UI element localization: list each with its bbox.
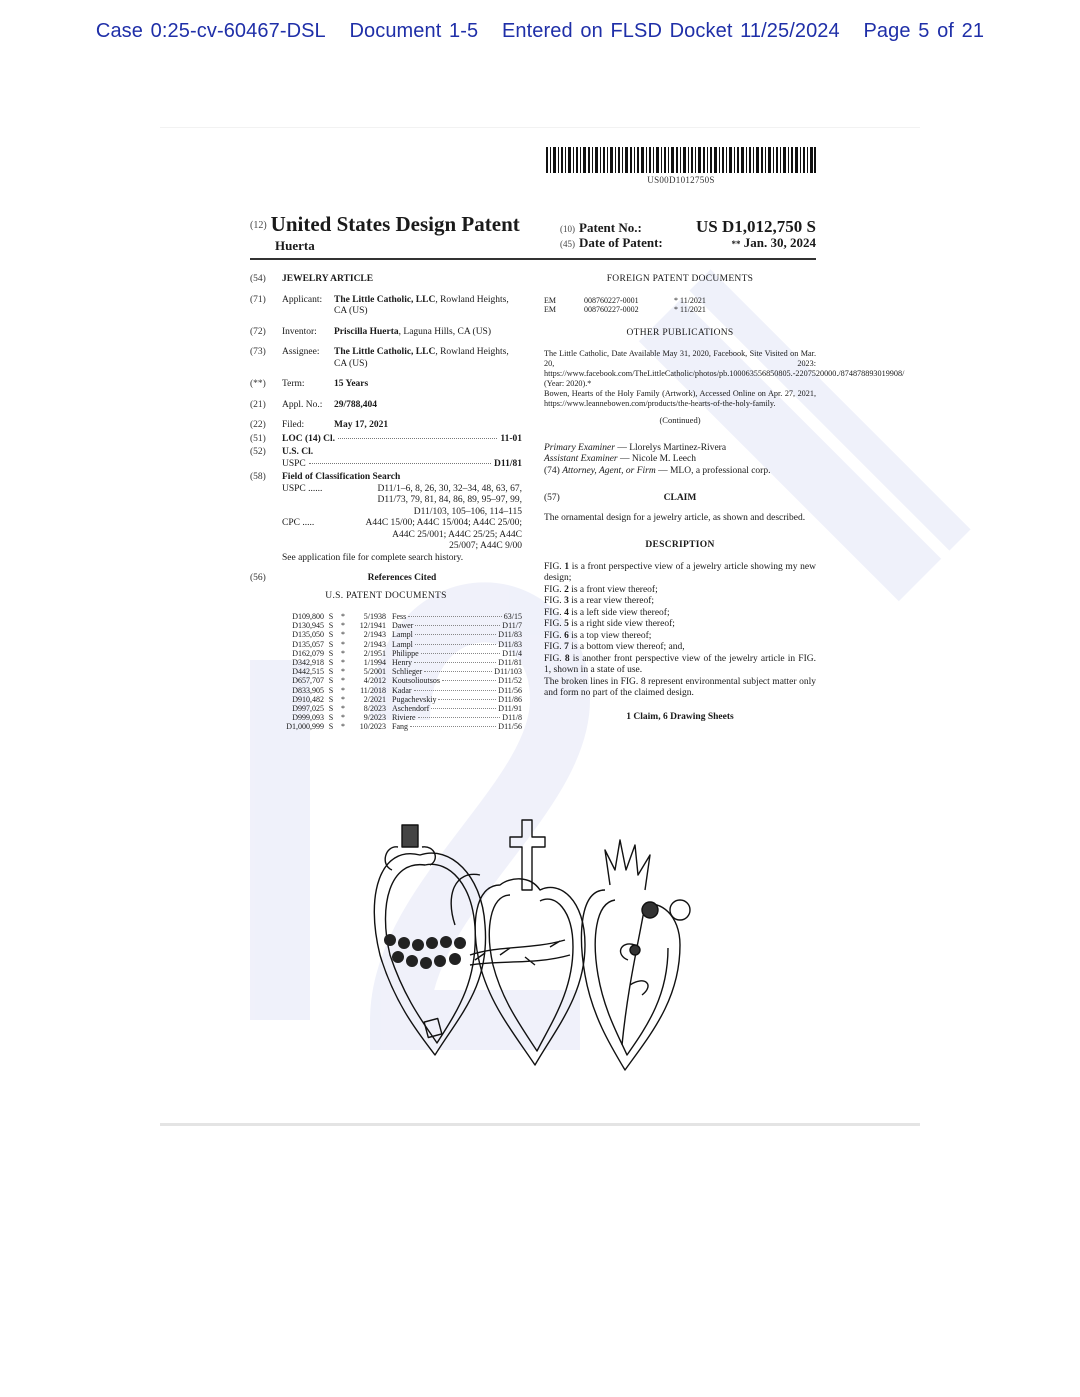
inid-code: (58) <box>250 472 266 482</box>
inid-code: (74) <box>544 465 560 476</box>
header-rule <box>250 258 816 260</box>
patent-number-block <box>560 217 816 253</box>
reference-row: D999,093 S * 9/2023 Riviere D11/8 <box>292 713 522 723</box>
publication-entry: Bowen, Hearts of the Holy Family (Artwork), Accessed Online on Apr. 27, 2021, https://www.leannebowen.com/products/the-hearts-of-the-holy-family. <box>544 389 816 408</box>
uspc-line: D11/1–6, 8, 26, 30, 32–34, 48, 63, 67, <box>377 483 522 494</box>
inid-code: (71) <box>250 294 266 305</box>
field-filed <box>250 420 522 432</box>
inventor-name: Priscilla Huerta <box>334 326 399 337</box>
field-label: Term: <box>282 379 305 389</box>
attorney-label: Attorney, Agent, or Firm <box>562 465 656 476</box>
field-applicant <box>250 295 522 318</box>
primary-examiner: — Llorelys Martinez-Rivera <box>617 442 727 453</box>
description-item: FIG. 6 is a top view thereof; <box>544 630 652 641</box>
docket-header <box>0 20 1080 43</box>
reference-row: D162,079 S * 2/1951 Philippe D11/4 <box>292 648 522 658</box>
patent-type-title: United States Design Patent <box>270 212 520 236</box>
inid-code: (57) <box>544 493 560 503</box>
inventor-surname: Huerta <box>275 238 315 253</box>
reference-row: D833,905 S * 11/2018 Kadar D11/56 <box>292 685 522 695</box>
inid-code: (**) <box>250 379 266 389</box>
cpc-line: A44C 25/001; A44C 25/25; A44C <box>392 529 522 540</box>
inid-code: (54) <box>250 274 266 284</box>
field-label: Appl. No.: <box>282 399 323 410</box>
us-cl-label: U.S. Cl. <box>282 447 314 457</box>
reference-row: D997,025 S * 8/2023 Aschendorf D11/91 <box>292 704 522 714</box>
patent-number: US D1,012,750 S <box>696 217 816 236</box>
loc-value: 11-01 <box>500 433 522 444</box>
claim-heading-row <box>544 493 816 505</box>
field-references <box>250 573 522 585</box>
field-label: Inventor: <box>282 326 317 337</box>
applicant-name: The Little Catholic, LLC <box>334 294 436 305</box>
field-classification-search <box>250 472 522 564</box>
jewelry-drawing-figure <box>360 815 710 1075</box>
inid-code-10: (10) <box>560 224 575 234</box>
inid-code-12: (12) <box>250 220 267 231</box>
search-history-note: See application file for complete search history. <box>282 552 464 563</box>
reference-row: D442,515 S * 5/2001 Schlieger D11/103 <box>292 667 522 677</box>
reference-row: D342,918 S * 1/1994 Henry D11/81 <box>292 658 522 668</box>
description-list <box>544 562 816 700</box>
flames <box>605 840 650 890</box>
reference-row: D135,050 S * 2/1943 Lampl D11/83 <box>292 630 522 640</box>
foreign-patent-documents-heading: FOREIGN PATENT DOCUMENTS <box>606 274 754 284</box>
field-appl-no <box>250 400 522 412</box>
entered-date: Entered on FLSD Docket 11/25/2024 <box>501 20 840 42</box>
uspc-label: USPC <box>282 458 306 469</box>
bail-ring <box>670 900 690 920</box>
inid-code-45: (45) <box>560 239 575 249</box>
inventor-location: , Laguna Hills, CA (US) <box>398 326 491 337</box>
left-column <box>250 274 522 732</box>
field-loc <box>250 434 522 446</box>
cpc-line: 25/007; A44C 9/00 <box>449 541 522 551</box>
screw-cap <box>402 825 418 847</box>
classification-search-label: Field of Classification Search <box>282 472 401 482</box>
primary-examiner-label: Primary Examiner <box>544 442 615 453</box>
page-top-rule <box>160 127 920 128</box>
assignee-location: , Rowland Heights, CA (US) <box>334 347 509 369</box>
broken-lines-note: The broken lines in FIG. 8 represent environmental subject matter only and form no part of the claimed design. <box>544 676 816 698</box>
description-item: FIG. 8 is another front perspective view of the jewelry article in FIG. 1, shown in a state of use. <box>544 653 816 675</box>
rose-cluster <box>384 934 466 969</box>
reference-row: D657,707 S * 4/2012 Koutsolioutsos D11/52 <box>292 676 522 686</box>
description-item: FIG. 4 is a left side view thereof; <box>544 607 670 618</box>
case-number: Case 0:25-cv-60467-DSL <box>95 20 326 42</box>
cpc-line: A44C 15/00; A44C 15/004; A44C 25/00; <box>365 518 522 528</box>
assistant-examiner: — Nicole M. Leech <box>620 454 696 464</box>
reference-row: D130,945 S * 12/1941 Dawer D11/7 <box>292 621 522 631</box>
page-number: Page 5 of 21 <box>863 20 985 42</box>
patent-title-block <box>250 212 520 254</box>
examiners-block <box>544 443 816 478</box>
description-item: FIG. 3 is a rear view thereof; <box>544 596 655 606</box>
description-item: FIG. 1 is a front perspective view of a jewelry article showing my new design; <box>544 561 816 583</box>
foreign-patent-row: EM 008760227-0002 * 11/2021 <box>544 304 706 314</box>
uspc-line: D11/73, 79, 81, 84, 86, 89, 95–97, 99, <box>377 495 522 505</box>
other-publications-heading: OTHER PUBLICATIONS <box>626 327 734 338</box>
assistant-examiner-label: Assistant Examiner <box>544 454 618 464</box>
middle-heart-outline <box>475 879 585 1065</box>
invention-title: JEWELRY ARTICLE <box>282 274 374 284</box>
term-value: 15 Years <box>334 379 369 389</box>
inid-code: (22) <box>250 420 266 430</box>
inid-code: (73) <box>250 347 266 357</box>
claim-text: The ornamental design for a jewelry article, as shown and described. <box>544 512 806 523</box>
page-bottom-rule <box>160 1123 920 1126</box>
loc-label: LOC (14) Cl. <box>282 433 336 444</box>
patent-no-label: Patent No.: <box>579 220 642 235</box>
reference-row: D1,000,999 S * 10/2023 Fang D11/56 <box>286 722 522 732</box>
date-of-patent-label: Date of Patent: <box>579 235 663 250</box>
field-title <box>250 274 522 286</box>
uspc-line: D11/103, 105–106, 114–115 <box>413 506 522 517</box>
barcode-number: US00D1012750S <box>647 175 715 185</box>
barcode-icon <box>546 147 816 173</box>
field-inventor <box>250 327 522 339</box>
reference-row: D109,800 S * 5/1938 Fess 63/15 <box>292 612 522 621</box>
foreign-patent-row: EM 008760227-0001 * 11/2021 <box>544 295 706 305</box>
document-number: Document 1-5 <box>349 20 479 42</box>
assignee-name: The Little Catholic, LLC <box>334 347 436 357</box>
publication-entry: The Little Catholic, Date Available May 31, 2020, Facebook, Site Visited on Mar. 20, 2023: https://www.facebook.com/TheLittleCatholic/photos/pb.100063556850805.-2207520000./874878893019908/ (Year: 2020).* <box>544 349 905 388</box>
right-column <box>544 274 905 723</box>
field-assignee <box>250 347 522 370</box>
rose-stem <box>621 905 648 1045</box>
uspc-search-label: USPC ...... <box>282 483 323 494</box>
left-heart-outline <box>374 853 485 1055</box>
inid-code: (72) <box>250 326 266 337</box>
reference-row: D135,057 S * 2/1943 Lampl D11/83 <box>292 639 522 649</box>
attorney: — MLO, a professional corp. <box>658 465 771 476</box>
description-heading: DESCRIPTION <box>645 540 715 550</box>
claim-heading: CLAIM <box>663 493 697 503</box>
field-label: Assignee: <box>282 347 320 357</box>
continued-note: (Continued) <box>659 415 701 425</box>
date-of-patent: Jan. 30, 2024 <box>743 235 816 250</box>
inid-code: (56) <box>250 573 266 583</box>
description-item: FIG. 5 is a right side view thereof; <box>544 619 675 629</box>
field-term <box>250 379 522 391</box>
appl-no-value: 29/788,404 <box>334 399 378 410</box>
description-item: FIG. 7 is a bottom view thereof; and, <box>544 642 685 652</box>
reference-row: D910,482 S * 2/2021 Pugachevskiy D11/86 <box>292 694 522 704</box>
field-us-cl <box>250 447 522 470</box>
field-label: Applicant: <box>282 294 323 305</box>
description-item: FIG. 2 is a front view thereof; <box>544 584 658 595</box>
claims-summary: 1 Claim, 6 Drawing Sheets <box>626 711 734 722</box>
inid-code: (51) <box>250 433 266 444</box>
us-patent-documents-heading: U.S. PATENT DOCUMENTS <box>325 590 447 601</box>
applicant-location: , Rowland Heights, CA (US) <box>334 294 509 316</box>
inid-code: (21) <box>250 399 266 410</box>
filed-date: May 17, 2021 <box>334 420 389 430</box>
cpc-search-label: CPC ..... <box>282 518 315 528</box>
references-list <box>268 612 522 732</box>
field-label: Filed: <box>282 420 305 430</box>
date-marker: ** <box>731 239 741 249</box>
references-cited-label: References Cited <box>367 573 437 583</box>
uspc-value: D11/81 <box>494 458 522 469</box>
inid-code: (52) <box>250 447 266 457</box>
